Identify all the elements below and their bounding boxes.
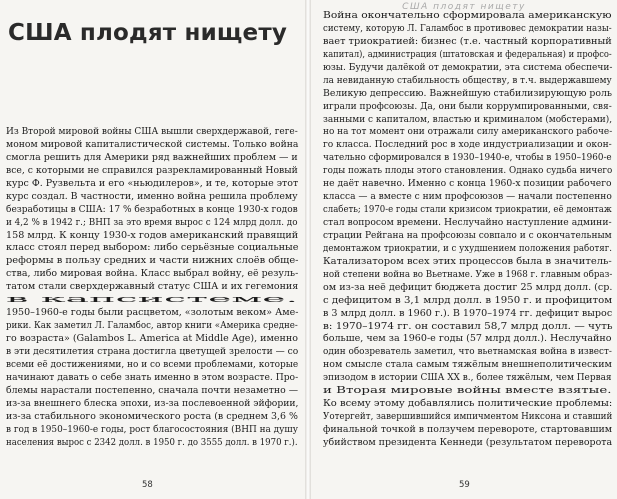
- text-line: больше, чем за 1960-е годы (57 млрд долл.). Неслучайно: [323, 333, 612, 345]
- chapter-title: США плодят нищету: [8, 20, 288, 46]
- text-line: всеми её достижениями, но и со всеми проблемами, которые: [6, 358, 299, 370]
- text-line: слабеть; 1970-е годы стали кризисом триократии, её демонтаж: [323, 204, 612, 216]
- right-page-text: [323, 10, 617, 450]
- text-line: в эти десятилетия страна достигла цветущей зрелости — со: [6, 345, 299, 357]
- text-line: Катализатором всех этих процессов была в значитель-: [323, 255, 612, 267]
- text-line: из-за стабильного экономического роста (в среднем 3,6 %: [6, 410, 298, 422]
- text-line: в год в 1950–1960-е годы, рост благосостояния (ВНП на душу: [6, 423, 298, 435]
- text-line: Уотергейт, завершившийся импичментом Никсона и ставший: [323, 411, 613, 423]
- text-line: убийством президента Кеннеди (результатом переворота: [323, 436, 613, 448]
- text-line: из-за внешнего блеска эпохи, из-за послевоенной эйфории,: [6, 397, 299, 409]
- text-line: юзы. Будучи далёкой от демократии, эта система обеспечи-: [323, 61, 613, 73]
- text-line: демонтажом триократии, и с ухудшением положения работяг.: [323, 242, 613, 254]
- text-line: систему, которую Л. Галамбос в противовес демократии назы-: [323, 22, 612, 34]
- text-line: класса — а вместе с ним профсоюзов — начали постепенно: [323, 191, 612, 203]
- text-line: моном мировой капиталистической системы. Только война: [6, 138, 299, 150]
- text-line: с дефицитом в 3,1 млрд долл. в 1950 г. и профицитом: [323, 294, 613, 306]
- text-line: класс стоял перед выбором: либо серьёзные социальные: [6, 242, 299, 254]
- text-line: курс создал. В частности, именно война решила проблему: [6, 190, 298, 202]
- running-head: США плодят нищету: [402, 2, 526, 12]
- text-line: ной степени война во Вьетнаме. Уже в 1968 г. главным образ-: [323, 268, 613, 280]
- text-line: блемы нарастали постепенно, сначала почти незаметно —: [6, 384, 299, 396]
- text-line: Ко всему этому добавлялись политические проблемы:: [323, 398, 613, 410]
- text-line: Великую депрессию. Важнейшую стабилизирующую роль: [323, 87, 612, 99]
- text-line: и 4,2 % в 1942 г.; ВНП за это время вырос с 124 млрд долл. до: [6, 216, 298, 228]
- text-line: ном смысле стала самым тяжёлым внешнеполитическим: [323, 359, 612, 371]
- text-line: вает триократией: бизнес (т.е. частный корпоративный: [323, 35, 612, 47]
- text-line: 1950–1960-е годы были расцветом, «золотым веком» Аме-: [6, 307, 299, 319]
- text-line: го класса. Последний рос в ходе индустриализации и окон-: [323, 139, 612, 151]
- text-line: ства, либо мировая война. Класс выбрал войну, её резуль-: [6, 268, 299, 280]
- text-line: 158 млрд. К концу 1930-х годов американский правящий: [6, 229, 299, 241]
- text-line: страции Рейгана на профсоюзы совпало и с окончательным: [323, 229, 612, 241]
- text-line: реформы в пользу средних и части нижних слоёв обще-: [6, 255, 299, 267]
- text-line: населения вырос с 2342 долл. в 1950 г. до 3555 долл. в 1970 г.).: [6, 436, 298, 448]
- text-line: финальной точкой в ползучем перевороте, стартовавшим: [323, 424, 613, 435]
- text-line: чательно сформировался в 1930–1940-е, чтобы в 1950–1960-е: [323, 152, 612, 164]
- right-page-number: 59: [459, 480, 470, 490]
- text-line: ом из-за неё дефицит бюджета достиг 25 млрд долл. (ср.: [323, 281, 613, 293]
- text-line: ла невиданную стабильность обществу, в т.ч. выдержавшему: [323, 74, 612, 86]
- left-page: [0, 0, 305, 499]
- text-line: занными с капиталом, властью и криминалом (мобстерами),: [323, 113, 613, 125]
- text-line: годы пожать плоды этого становления. Однако судьба ничего: [323, 165, 613, 177]
- text-line: курс Ф. Рузвельта и его «ньюдилеров», и те, которые этот: [6, 177, 299, 189]
- text-line: не даёт навечно. Именно с конца 1960-х позиции рабочего: [323, 178, 612, 190]
- text-line: играли профсоюзы. Да, они были коррумпированными, свя-: [323, 100, 612, 112]
- left-page-number: 58: [142, 480, 153, 490]
- text-line: Война окончательно сформировала американскую: [323, 10, 612, 21]
- text-line: смогла решить для Америки ряд важнейших проблем — и: [6, 151, 298, 163]
- text-line: один обозреватель заметил, что вьетнамская война в извест-: [323, 346, 612, 358]
- text-line: татом стали сверхдержавный статус США и их гегемония: [6, 281, 299, 293]
- text-line: в 3 млрд долл. в 1960 г.). В 1970–1974 гг. дефицит вырос: [323, 307, 613, 319]
- left-page-text: [6, 126, 305, 449]
- text-line: стал вопросом времени. Неслучайно наступление админи-: [323, 217, 612, 228]
- text-line: все, с которыми не справился разрекламированный Новый: [6, 164, 298, 176]
- text-line: в: 1970–1974 гг. он составил 58,7 млрд долл. — чуть: [323, 320, 613, 332]
- text-line: начинают давать о себе знать именно в этом возрасте. Про-: [6, 371, 299, 383]
- text-line: Из Второй мировой войны США вышли сверхдержавой, геге-: [6, 126, 298, 137]
- text-line: в капсистеме.: [6, 294, 299, 306]
- right-page: [311, 0, 617, 499]
- text-line: и Вторая мировые войны вместе взятые.: [323, 385, 612, 397]
- text-line: эпизодом в истории США XX в., более тяжёлым, чем Первая: [323, 372, 612, 384]
- text-line: го возраста» (Galambos L. America at Middle Age), именно: [6, 333, 298, 344]
- text-line: капитал), администрация (штатовская и федеральная) и профсо-: [323, 48, 612, 60]
- text-line: рики. Как заметил Л. Галамбос, автор книги «Америка средне-: [6, 320, 298, 332]
- text-line: безработицы в США: 17 % безработных в конце 1930-х годов: [6, 203, 298, 215]
- text-line: но на тот момент они отражали силу американского рабоче-: [323, 126, 613, 138]
